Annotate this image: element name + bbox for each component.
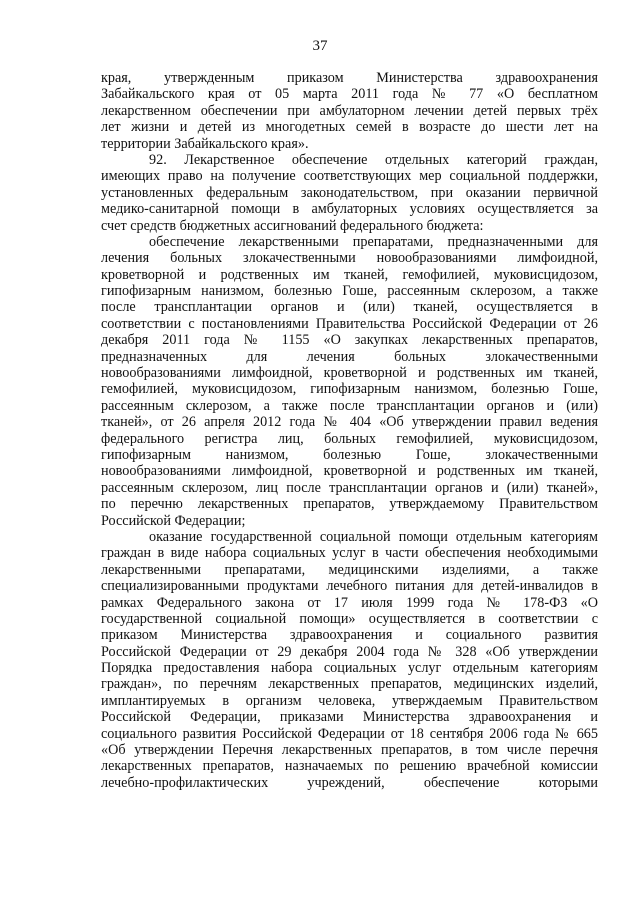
text-line: гипофизарным нанизмом, болезнью Гоше, злокачественными [101, 446, 598, 463]
text-line: гипофизарным нанизмом, болезнью Гоше, рассеянным склерозом, а также [101, 283, 598, 300]
text-line: рассеянным склерозом, а также после трансплантации органов и (или) [101, 397, 598, 414]
body-text [101, 70, 598, 791]
text-line: обеспечение лекарственными препаратами, предназначенными для [149, 233, 598, 250]
text-line: гемофилией, муковисцидозом, гипофизарным нанизмом, болезнью Гоше, [101, 381, 598, 398]
text-line: «Об утверждении Перечня лекарственных препаратов, в том числе перечня [101, 742, 598, 759]
page-number: 37 [312, 38, 328, 54]
text-line: Российской Федерации; [101, 512, 246, 529]
text-line: лечебно-профилактических учреждений, обеспечение которыми [101, 774, 598, 791]
text-line: имеющих право на получение соответствующих мер социальной поддержки, [101, 168, 598, 185]
text-line: Порядка предоставления набора социальных услуг отдельным категориям [101, 660, 598, 677]
text-line: по перечню лекарственных препаратов, утверждаемому Правительством [101, 496, 598, 513]
text-line: Забайкальского края от 05 марта 2011 года № 77 «О бесплатном [101, 86, 598, 103]
text-line: оказание государственной социальной помощи отдельным категориям [149, 528, 598, 545]
text-line: рассеянным склерозом, лиц после трансплантации органов и (или) тканей», [101, 479, 598, 496]
text-line: специализированными продуктами лечебного питания для детей-инвалидов в [101, 578, 598, 595]
text-line: медико-санитарной помощи в амбулаторных условиях осуществляется за [101, 201, 598, 218]
text-line: территории Забайкальского края». [101, 135, 309, 152]
text-line: граждан в виде набора социальных услуг в части обеспечения необходимыми [101, 545, 598, 562]
text-line: тканей», от 26 апреля 2012 года № 404 «Об утверждении правил ведения [101, 414, 598, 431]
text-line: Российской Федерации, приказами Министерства здравоохранения и [101, 709, 598, 726]
text-line: имплантируемых в организм человека, утверждаемым Правительством [101, 692, 598, 709]
text-line: лекарственном обеспечении при амбулаторном лечении детей первых трёх [101, 102, 598, 119]
text-line: новообразованиями лимфоидной, кроветворной и родственных им тканей, [101, 365, 598, 382]
text-line: лет жизни и детей из многодетных семей в возрасте до шести лет на [101, 119, 598, 136]
text-line: социального развития Российской Федерации от 18 сентября 2006 года № 665 [101, 725, 598, 742]
text-line: рамках Федерального закона от 17 июля 1999 года № 178-ФЗ «О [101, 594, 598, 611]
text-line: соответствии с постановлениями Правительства Российской Федерации от 26 [101, 315, 598, 332]
text-line: установленных федеральным законодательством, при оказании первичной [101, 184, 598, 201]
text-line: приказом Министерства здравоохранения и социального развития [101, 627, 598, 644]
text-line: лекарственных препаратов, назначаемых по решению врачебной комиссии [101, 758, 598, 775]
text-line: счет средств бюджетных ассигнований федерального бюджета: [101, 217, 484, 234]
text-line: кроветворной и родственных им тканей, гемофилией, муковисцидозом, [101, 266, 598, 283]
text-line: лечения больных злокачественными новообразованиями лимфоидной, [101, 250, 598, 267]
text-line: лекарственными препаратами, медицинскими изделиями, а также [101, 561, 598, 578]
text-line: края, утвержденным приказом Министерства здравоохранения [101, 70, 598, 86]
text-line: после трансплантации органов и (или) тканей, осуществляется в [101, 299, 598, 316]
text-line: декабря 2011 года № 1155 «О закупках лекарственных препаратов, [101, 332, 598, 349]
text-line: граждан», по перечням лекарственных препаратов, медицинских изделий, [101, 676, 598, 693]
text-line: 92. Лекарственное обеспечение отдельных категорий граждан, [149, 151, 598, 168]
text-line: федерального регистра лиц, больных гемофилией, муковисцидозом, [101, 430, 598, 447]
text-line: государственной социальной помощи» осуществляется в соответствии с [101, 610, 598, 627]
text-line: Российской Федерации от 29 декабря 2004 года № 328 «Об утверждении [101, 643, 598, 660]
text-line: новообразованиями лимфоидной, кроветворной и родственных им тканей, [101, 463, 598, 480]
text-line: предназначенных для лечения больных злокачественными [101, 348, 598, 365]
